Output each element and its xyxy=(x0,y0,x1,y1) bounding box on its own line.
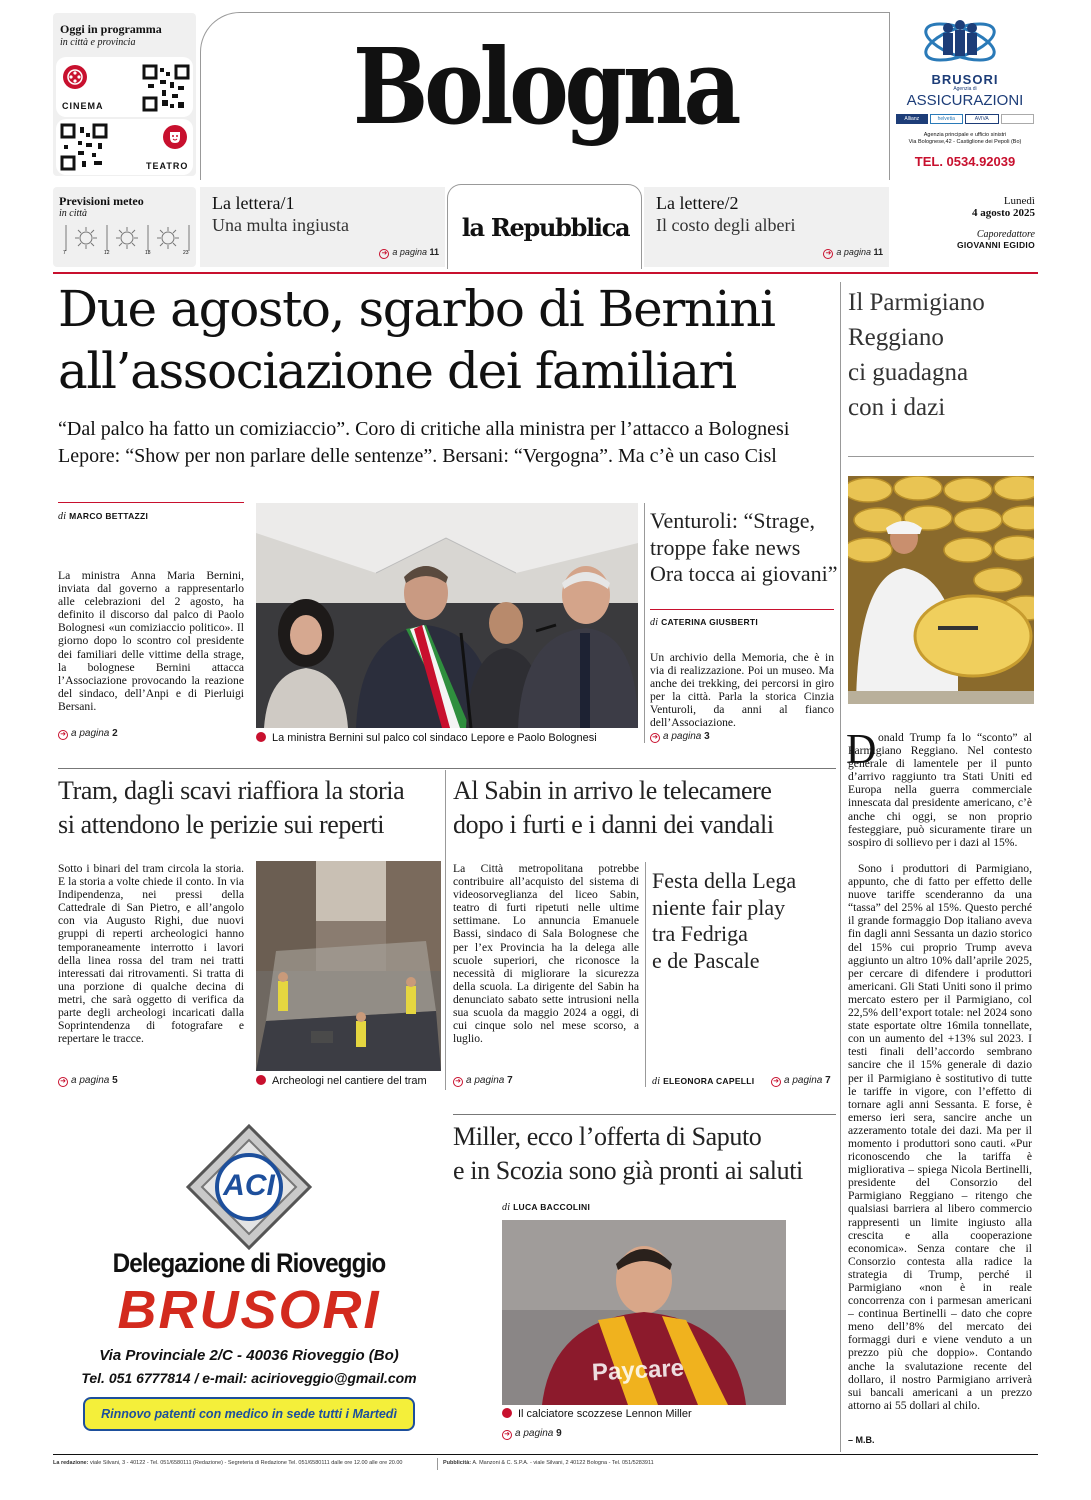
film-reel-icon xyxy=(63,65,87,89)
letter1-kicker: La lettera/1 xyxy=(212,193,295,213)
partner-helvetia: helvetia xyxy=(930,114,964,124)
footer-left: La redazione: viale Silvani, 3 - 40122 - Tel. 051/6580111 (Redazione) - Segreteria di Redazione Tel. 051/6580111 dalle ore 12.00 alle ore 20.00 xyxy=(53,1460,403,1466)
footer-rule xyxy=(53,1454,1038,1455)
letter2-title: Il costo degli alberi xyxy=(656,215,796,235)
cinema-label: CINEMA xyxy=(62,101,104,111)
aci-line1: Delegazione di Rioveggio xyxy=(112,1248,386,1278)
venturoli-byline: di CATERINA GIUSBERTI xyxy=(650,617,759,628)
ad-brand: BRUSORI xyxy=(931,72,999,87)
theatre-mask-icon xyxy=(163,125,187,149)
lead-headline xyxy=(58,278,838,402)
tram-photo xyxy=(256,861,441,1071)
date-box xyxy=(890,187,1035,267)
parmigiano-signature: – M.B. xyxy=(848,1435,875,1445)
aci-brand: BRUSORI xyxy=(117,1280,381,1340)
header xyxy=(0,0,1091,272)
hour-18: 18 xyxy=(145,250,151,256)
repubblica-logo: la Repubblica xyxy=(461,213,630,242)
partner-allianz: Allianz xyxy=(896,114,928,124)
sabin-body: La Città metropolitana potrebbe contribuire all’acquisto del sistema di videosorveglianza del liceo Sabin, teatro di furti ripetuti nelle ultime settimane. Lo annuncia Emanuele Bassi, sindaco di Sala Bolognese che per l’ex Provincia ha la delega alle scuole superiori, che riconosce la necessità di migliorare la sicurezza della scuola. La dirigente del Sabin ha denunciato sabato sette intrusioni nella sua scuola da maggio 2024 a oggi, di cui cinque solo nel mese scorso, a luglio. xyxy=(453,862,639,1046)
program-subtitle: in città e provincia xyxy=(60,37,136,48)
hour-7: 7 xyxy=(63,250,66,256)
row2-rule xyxy=(58,768,836,769)
lega-divider xyxy=(645,862,646,1087)
lega-ref[interactable]: ➜ a pagina 7 xyxy=(771,1075,831,1087)
ad-title: ASSICURAZIONI xyxy=(906,92,1024,109)
ad-address-2: Via Bolognese,42 - Castiglione dei Pepoli (Bo) xyxy=(908,139,1022,145)
arrow-icon: ➜ xyxy=(379,249,389,259)
lead-sub-line1: “Dal palco ha fatto un comiziaccio”. Coro di critiche alla ministra per l’attacco a Bolognesi xyxy=(58,418,790,440)
ad-address-1: Agenzia principale e ufficio sinistri xyxy=(923,132,1007,138)
aci-logo-text: ACI xyxy=(223,1169,275,1202)
weather-icons xyxy=(61,223,191,255)
miller-shirt-sponsor: Paycare xyxy=(591,1354,685,1387)
row2-divider xyxy=(445,770,446,1090)
lead-subheadline xyxy=(58,416,848,470)
teatro-tile[interactable] xyxy=(56,119,193,175)
letter1-ref[interactable]: ➜ a pagina 11 xyxy=(379,247,439,259)
teatro-label: TEATRO xyxy=(146,161,189,171)
arrow-icon: ➜ xyxy=(771,1077,781,1087)
aci-contacts: Tel. 051 6777814 / e-mail: acirioveggio@gmail.com xyxy=(81,1370,417,1386)
partner-aviva: AVIVA xyxy=(965,114,999,124)
aci-ad[interactable] xyxy=(58,1112,440,1447)
partner-other xyxy=(1001,114,1035,124)
tram-caption: Archeologi nel cantiere del tram xyxy=(256,1075,427,1087)
editor-name: GIOVANNI EGIDIO xyxy=(956,240,1035,250)
repubblica-box xyxy=(447,184,642,269)
miller-ref[interactable]: ➜ a pagina 9 xyxy=(502,1428,562,1440)
editor-role: Caporedattore xyxy=(976,229,1035,240)
brusori-logo-icon xyxy=(920,16,1000,68)
venturoli-headline: Venturoli: “Strage, troppe fake news Ora tocca ai giovani” xyxy=(650,508,838,586)
aci-address: Via Provinciale 2/C - 40036 Rioveggio (Bo) xyxy=(99,1347,399,1364)
lead-caption: La ministra Bernini sul palco col sindaco Lepore e Paolo Bolognesi xyxy=(256,732,597,744)
program-box xyxy=(53,13,196,176)
insurance-ad[interactable] xyxy=(890,14,1040,180)
lead-byline-rule xyxy=(58,502,244,503)
lead-body: La ministra Anna Maria Bernini, inviata dal governo a rappresentarlo alle celebrazioni del 2 agosto, ha definito il discorso dal palco di Paolo Bolognesi «un comiziaccio politico». Il giorno dopo lo scontro col presidente dei familiari delle vittime della strage, la bolognese Bernini attacca l’Associazione provocando la reazione del sindaco, dell’Anpi e di Pierluigi Bersani. xyxy=(58,569,244,713)
camera-icon xyxy=(502,1408,512,1418)
arrow-icon: ➜ xyxy=(453,1077,463,1087)
sabin-headline: Al Sabin in arrivo le telecamere dopo i furti e i danni dei vandali xyxy=(453,776,774,839)
hour-12: 12 xyxy=(104,250,110,256)
miller-caption: Il calciatore scozzese Lennon Miller xyxy=(502,1408,692,1420)
footer-right: Pubblicità: A. Manzoni & C. S.P.A. - viale Silvani, 2 40122 Bologna - Tel. 051/5283911 xyxy=(443,1460,654,1466)
venturoli-ref[interactable]: ➜ a pagina 3 xyxy=(650,731,710,743)
weather-box xyxy=(53,187,196,267)
parmigiano-dropcap: D xyxy=(846,727,877,773)
parmigiano-body-first: onald Trump fa lo “sconto” al Parmigiano Reggiano. Nel contesto generale di lamentele per il punto d’arrivo raggiunto tra Stati Uniti ed Europa nella guerra commerciale innescata dal presidente americano, c’è anche chi oggi, se non proprio festeggiare, può sicuramente tirare un sospiro di sollievo per i dazi al 15%. xyxy=(848,731,1032,849)
lega-byline: di ELEONORA CAPELLI xyxy=(652,1076,755,1087)
lead-byline: di MARCO BETTAZZI xyxy=(58,511,149,522)
parmigiano-rule xyxy=(848,456,1034,457)
camera-icon xyxy=(256,1075,266,1085)
arrow-icon: ➜ xyxy=(823,249,833,259)
letter1-title: Una multa ingiusta xyxy=(212,215,349,235)
parmigiano-headline: Il Parmigiano Reggiano ci guadagna con i dazi xyxy=(848,289,985,421)
lead-photo xyxy=(256,503,638,728)
date-day: Lunedì xyxy=(1003,195,1035,207)
miller-rule xyxy=(453,1114,836,1115)
partner-logos xyxy=(896,114,1034,124)
venturoli-rule xyxy=(650,609,834,610)
footer-divider xyxy=(437,1458,438,1470)
arrow-icon: ➜ xyxy=(650,733,660,743)
letter1-box[interactable] xyxy=(200,187,445,267)
lead-ref[interactable]: ➜ a pagina 2 xyxy=(58,728,118,740)
arrow-icon: ➜ xyxy=(58,730,68,740)
date-date: 4 agosto 2025 xyxy=(972,207,1035,219)
sabin-ref[interactable]: ➜ a pagina 7 xyxy=(453,1075,513,1087)
letter2-ref[interactable]: ➜ a pagina 11 xyxy=(823,247,883,259)
cinema-tile[interactable] xyxy=(56,57,193,117)
weather-subtitle: in città xyxy=(59,208,88,219)
arrow-icon: ➜ xyxy=(502,1430,512,1440)
lead-sub-line2: Lepore: “Show per non parlare delle sentenze”. Bersani: “Vergogna”. Ma c’è un caso Cisl xyxy=(58,445,777,467)
miller-headline: Miller, ecco l’offerta di Saputo e in Scozia sono già pronti ai saluti xyxy=(453,1122,803,1185)
program-title: Oggi in programma xyxy=(60,22,162,36)
miller-byline: di LUCA BACCOLINI xyxy=(502,1202,591,1213)
col-divider xyxy=(644,503,645,743)
letter2-box[interactable] xyxy=(644,187,889,267)
lega-headline: Festa della Lega niente fair play tra Fedriga e de Pascale xyxy=(652,868,797,973)
parmigiano-body-rest: Sono i produttori di Parmigiano, appunto, che di fatto per effetto delle nuove tariffe scenderanno da una “tassa” del 25% al 15%. Questo perché il grande formaggio Dop italiano aveva fin dagli anni Sessanta un dazio storico del 15% cui proprio Trump aveva aggiunto un altro 10% dall’aprile 2025, per cercare di difendere i produttori americani. Gli Stati Uniti sono il primo mercato estero per il Parmigiano, col 22,5% dell’export totale: nel 2024 sono state esportate oltre 16mila tonnellate, con un aumento del +13% sul 2023. I testi finali dell’accordo sembrano sancire che il 15% generale di dazio per il Parmigiano è sostitutivo di tutte le tariffe in vigore, con l’effetto di tornare agli anni Sessanta. E forse, è emerso ieri sera, sancire anche un azzeramento totale dei dazi. Ma per il momento i produttori sono cauti. «Pur riconoscendo che la tariffa è migliorativa – spiega Nicola Bertinelli, presidente del Consorzio del Parmigiano Reggiano – ritengo che qualsiasi barriera al libero commercio rappresenti un limite ingiusto alla crescita e alla cooperazione economica». Senza contare che il Consorzio contesta alla radice la strategia di Trump, perché il Parmigiano «non è in reale concorrenza con i parmesan americani – continua Bertinelli – dato che copre meno dell’8% del mercato dei formaggi duri e viene venduto a un prezzo più che doppio». Contando anche la svalutazione recente del dollaro, il nostro Parmigiano arriverà sui bancali americani a un prezzo attorno ai 55 dollari al chilo. xyxy=(848,862,1032,1412)
venturoli-body: Un archivio della Memoria, che è in via di realizzazione. Poi un museo. Ma anche dei trekking, dei percorsi in giro per la città. Parla la storica Cinzia Venturoli, da anni al fianco dell’Associazione. xyxy=(650,651,834,730)
ad-agency: Agenzia di xyxy=(953,86,977,92)
hour-23: 23 xyxy=(183,250,189,256)
masthead-title: Bologna xyxy=(352,25,738,148)
right-col-divider xyxy=(840,282,841,1452)
ad-phone: TEL. 0534.92039 xyxy=(914,154,1016,169)
lead-headline-line1: Due agosto, sgarbo di Bernini xyxy=(58,280,775,338)
lead-headline-line2: all’associazione dei familiari xyxy=(58,342,736,400)
qr-code-icon xyxy=(142,64,190,112)
header-rule xyxy=(53,272,1038,274)
qr-code-icon xyxy=(60,123,108,171)
tram-headline: Tram, dagli scavi riaffiora la storia si attendono le perizie sui reperti xyxy=(58,776,405,839)
tram-ref[interactable]: ➜ a pagina 5 xyxy=(58,1075,118,1087)
arrow-icon: ➜ xyxy=(58,1077,68,1087)
camera-icon xyxy=(256,732,266,742)
aci-banner: Rinnovo patenti con medico in sede tutti i Martedì xyxy=(83,1397,415,1431)
weather-title: Previsioni meteo xyxy=(59,194,144,208)
tram-body: Sotto i binari del tram circola la storia. E la storia a volte chiede il conto. In via Indipendenza, nei pressi della Cattedrale di San Pietro, e all’angolo con via Augusto Righi, due nuovi gruppi di reperti archeologici hanno temporaneamente interrotto i lavori della linea rossa del tram nei tratti interessati dai ritrovamenti. Si tratta di una porzione di qualche decina di metri, che sarà oggetto di verifica da parte degli archeologi incaricati dalla Soprintendenza di fotografare e repertare le tracce. xyxy=(58,862,244,1046)
letter2-kicker: La lettere/2 xyxy=(656,193,739,213)
parmigiano-photo xyxy=(848,476,1034,704)
